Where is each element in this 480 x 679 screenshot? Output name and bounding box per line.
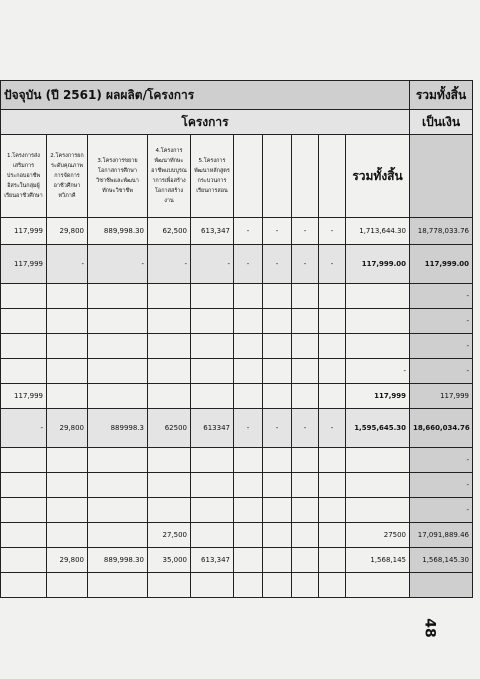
cell-value: - [263,409,292,448]
sum-cell: 27500 [346,523,410,548]
sum-cell [346,284,410,309]
total-cell: - [410,309,473,334]
project-name: 1.โครงการส่งเสริมการประกอบอาชีพอิสระในกลุ่มผู้เรียนอาชีวศึกษา [1,135,47,218]
cell-value [234,384,263,409]
cell-value [319,384,346,409]
cell-value: 62500 [148,409,191,448]
total-title-line1: รวมทั้งสิ้น [410,81,473,110]
section-title: ปัจจุบัน (ปี 2561) ผลผลิต/โครงการ [1,81,410,110]
cell-value [319,573,346,598]
cell-value [148,384,191,409]
cell-value [191,284,234,309]
cell-value [148,473,191,498]
cell-value [47,384,88,409]
cell-value [263,284,292,309]
total-cell: 117,999 [410,384,473,409]
cell-value [319,548,346,573]
cell-value [263,473,292,498]
cell-value [47,359,88,384]
sum-cell: 1,713,644.30 [346,218,410,245]
cell-value [263,309,292,334]
cell-value [263,548,292,573]
total-cell: - [410,473,473,498]
cell-value [1,548,47,573]
cell-value: 29,800 [47,548,88,573]
cell-value [148,498,191,523]
page-number: 48 [421,618,438,638]
cell-value [1,284,47,309]
cell-value [319,334,346,359]
cell-value [88,523,148,548]
cell-value [234,548,263,573]
cell-value: 29,800 [47,218,88,245]
cell-value [234,473,263,498]
cell-value [1,498,47,523]
cell-value [1,334,47,359]
table-row [1,334,473,359]
cell-value [292,473,319,498]
total-cell: 17,091,889.46 [410,523,473,548]
table-body [1,218,473,598]
cell-value [148,309,191,334]
cell-value [88,498,148,523]
sum-cell: 1,595,645.30 [346,409,410,448]
cell-value [234,448,263,473]
cell-value [234,523,263,548]
cell-value [1,573,47,598]
cell-value: 613,347 [191,218,234,245]
cell-value [319,448,346,473]
cell-value [191,523,234,548]
cell-value [191,359,234,384]
cell-value: 613,347 [191,548,234,573]
cell-value [88,448,148,473]
sum-cell [346,498,410,523]
project-name: 4.โครงการพัฒนาทักษะอาชีพแบบบูรณาการเพื่อสร้างโอกาสสร้างงาน [148,135,191,218]
cell-value [319,359,346,384]
cell-value: - [292,245,319,284]
total-cell: - [410,448,473,473]
cell-value: - [263,245,292,284]
table-row [1,245,473,284]
cell-value [191,309,234,334]
sum-cell: 117,999.00 [346,245,410,284]
total-cell: 1,568,145.30 [410,548,473,573]
cell-value: 117,999 [1,245,47,284]
table-row [1,409,473,448]
cell-value: 35,000 [148,548,191,573]
cell-value [263,573,292,598]
total-cell: 117,999.00 [410,245,473,284]
cell-value [292,448,319,473]
cell-value [47,498,88,523]
cell-value [292,284,319,309]
cell-value: - [319,245,346,284]
cell-value [292,384,319,409]
cell-value [292,334,319,359]
header-row-3 [1,135,473,218]
table-row [1,473,473,498]
sum-cell [346,573,410,598]
cell-value: - [263,218,292,245]
cell-value [47,448,88,473]
cell-value [319,473,346,498]
header-row-2 [1,110,473,135]
cell-value [319,498,346,523]
cell-value [234,573,263,598]
cell-value [148,448,191,473]
cell-value [88,473,148,498]
sum-cell: - [346,359,410,384]
cell-value [88,334,148,359]
cell-value [88,284,148,309]
budget-table [0,80,473,598]
cell-value [47,334,88,359]
cell-value [292,573,319,598]
cell-value [292,548,319,573]
cell-value [1,523,47,548]
cell-value: 117,999 [1,384,47,409]
table-row [1,218,473,245]
cell-value: - [234,409,263,448]
cell-value: 62,500 [148,218,191,245]
table-row [1,498,473,523]
cell-value [191,384,234,409]
cell-value: - [234,245,263,284]
table-row [1,523,473,548]
cell-value [234,334,263,359]
table-row [1,284,473,309]
cell-value: - [319,218,346,245]
project-name: 2.โครงการยกระดับคุณภาพการจัดการอาชีวศึกษาทวิภาคี [47,135,88,218]
total-cell: 18,778,033.76 [410,218,473,245]
cell-value [47,309,88,334]
cell-value [234,498,263,523]
cell-value [191,334,234,359]
sum-cell [346,334,410,359]
cell-value [263,448,292,473]
project-name: 3.โครงการขยายโอกาสการศึกษาวิชาชีพและพัฒนาทักษะวิชาชีพ [88,135,148,218]
cell-value [191,573,234,598]
cell-value: 889,998.30 [88,218,148,245]
cell-value [148,573,191,598]
cell-value [88,573,148,598]
cell-value: 889,998.30 [88,548,148,573]
cell-value [47,284,88,309]
total-cell: - [410,284,473,309]
cell-value: 117,999 [1,218,47,245]
cell-value: - [148,245,191,284]
project-name: 5.โครงการพัฒนาหลักสูตรกระบวนการเรียนการสอน [191,135,234,218]
cell-value [148,284,191,309]
cell-value [292,523,319,548]
cell-value [292,498,319,523]
cell-value [292,309,319,334]
cell-value [319,309,346,334]
cell-value [47,473,88,498]
sum-cell [346,448,410,473]
cell-value [1,448,47,473]
total-title-line2: เป็นเงิน [410,110,473,135]
sum-cell [346,473,410,498]
cell-value [263,384,292,409]
cell-value: - [47,245,88,284]
cell-value [148,334,191,359]
cell-value: - [292,409,319,448]
cell-value: - [292,218,319,245]
total-cell: - [410,334,473,359]
sum-cell: 117,999 [346,384,410,409]
cell-value [319,523,346,548]
cell-value [292,359,319,384]
cell-value [191,498,234,523]
table-row [1,573,473,598]
cell-value: 889998.3 [88,409,148,448]
total-cell: 18,660,034.76 [410,409,473,448]
cell-value [234,359,263,384]
table-row [1,548,473,573]
cell-value [234,284,263,309]
total-cell: - [410,498,473,523]
cell-value: 613347 [191,409,234,448]
cell-value [47,573,88,598]
total-cell [410,573,473,598]
sum-label: รวมทั้งสิ้น [346,135,410,218]
sum-cell [346,309,410,334]
projects-label: โครงการ [1,110,410,135]
cell-value [263,359,292,384]
cell-value: 27,500 [148,523,191,548]
cell-value [1,309,47,334]
cell-value [1,359,47,384]
cell-value [263,334,292,359]
cell-value [319,284,346,309]
cell-value: - [1,409,47,448]
cell-value [148,359,191,384]
sum-cell: 1,568,145 [346,548,410,573]
cell-value [88,384,148,409]
cell-value [1,473,47,498]
cell-value [263,523,292,548]
cell-value: - [191,245,234,284]
cell-value: - [319,409,346,448]
total-cell: - [410,359,473,384]
cell-value [88,359,148,384]
cell-value [47,523,88,548]
header-row-1 [1,81,473,110]
table-row [1,309,473,334]
cell-value: - [88,245,148,284]
cell-value [263,498,292,523]
table-row [1,384,473,409]
cell-value: 29,800 [47,409,88,448]
cell-value [88,309,148,334]
cell-value [191,473,234,498]
table-row [1,359,473,384]
table-row [1,448,473,473]
cell-value: - [234,218,263,245]
cell-value [234,309,263,334]
cell-value [191,448,234,473]
